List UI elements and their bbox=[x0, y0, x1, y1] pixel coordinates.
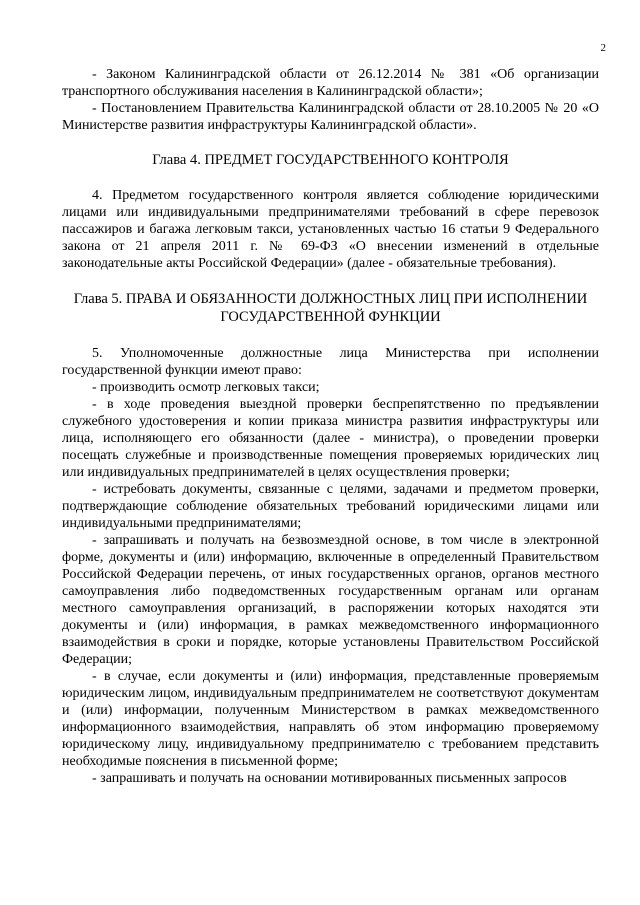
list-item: - производить осмотр легковых такси; bbox=[92, 380, 320, 395]
paragraph: 5. Уполномоченные должностные лица Министерства при исполнении государственной функции имеют право: bbox=[62, 346, 599, 378]
chapter-heading: Глава 5. ПРАВА И ОБЯЗАННОСТИ ДОЛЖНОСТНЫХ ЛИЦ ПРИ ИСПОЛНЕНИИ ГОСУДАРСТВЕННОЙ ФУНКЦИИ bbox=[73, 291, 588, 325]
list-item: - в ходе проведения выездной проверки беспрепятственно по предъявлении служебного удостоверения и копии приказа министра развития инфраструктуры или лица, исполняющего его обязанности (далее - министра), о проведении проверки посещать служебные и производственные помещения проверяемых юридических лиц или индивидуальных предпринимателей в целях осуществления проверки; bbox=[62, 397, 599, 480]
paragraph: - Постановлением Правительства Калининградской области от 28.10.2005 № 20 «О Министерстве развития инфраструктуры Калининградской области». bbox=[62, 101, 599, 133]
list-item: - истребовать документы, связанные с целями, задачами и предметом проверки, подтверждающие соблюдение обязательных требований юридическими лицами или индивидуальными предпринимателями; bbox=[62, 482, 599, 531]
document-body bbox=[62, 66, 599, 787]
chapter-heading: Глава 4. ПРЕДМЕТ ГОСУДАРСТВЕННОГО КОНТРОЛЯ bbox=[152, 152, 509, 168]
list-item: - запрашивать и получать на основании мотивированных письменных запросов bbox=[92, 771, 567, 786]
paragraph: 4. Предметом государственного контроля является соблюдение юридическими лицами или индивидуальными предпринимателями требований в сфере перевозок пассажиров и багажа легковым такси, установленных частью 16 статьи 9 Федерального закона от 21 апреля 2011 г. № 69-ФЗ «О внесении изменений в отдельные законодательные акты Российской Федерации» (далее - обязательные требования). bbox=[62, 188, 599, 271]
list-item: - в случае, если документы и (или) информация, представленные проверяемым юридическим лицом, индивидуальным предпринимателем не соответствуют документам и (или) информации, полученным Министерством в рамках межведомственного информационного взаимодействия, направлять об этом информацию проверяемому юридическому лицу, индивидуальному предпринимателю с требованием представить необходимые пояснения в письменной форме; bbox=[62, 669, 599, 769]
page-number: 2 bbox=[600, 42, 606, 54]
list-item: - запрашивать и получать на безвозмездной основе, в том числе в электронной форме, документы и (или) информацию, включенные в определенный Правительством Российской Федерации перечень, от иных государственных органов, органов местного самоуправления либо подведомственных государственным органам или органам местного самоуправления организаций, в распоряжении которых находятся эти документы и (или) информация, в рамках межведомственного информационного взаимодействия в сроки и порядке, которые установлены Правительством Российской Федерации; bbox=[62, 533, 599, 667]
paragraph: - Законом Калининградской области от 26.12.2014 № 381 «Об организации транспортного обслуживания населения в Калининградской области»; bbox=[62, 67, 599, 99]
